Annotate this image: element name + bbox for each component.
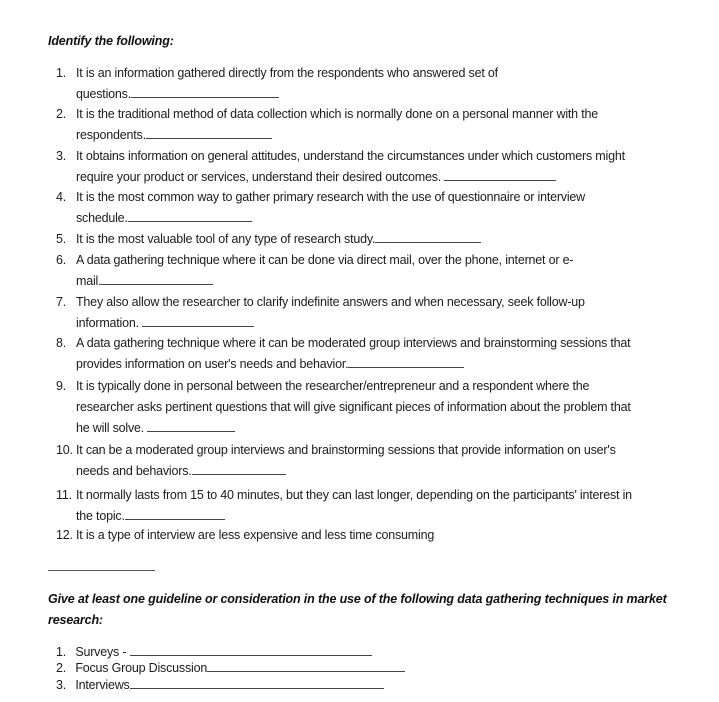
question-5 <box>56 229 686 250</box>
question-number: 6. <box>56 253 67 267</box>
question-9 <box>56 376 686 439</box>
section-2-heading-line-2: research: <box>48 613 103 627</box>
question-number: 8. <box>56 336 67 350</box>
question-text-line: needs and behaviors. <box>76 464 192 478</box>
question-text-line: the topic. <box>76 509 125 523</box>
answer-blank[interactable] <box>444 179 556 181</box>
question-text-line: It can be a moderated group interviews and brainstorming sessions that provide information on user's <box>76 443 616 457</box>
guideline-number: 1. <box>56 645 67 659</box>
answer-blank[interactable] <box>142 325 254 327</box>
answer-blank[interactable] <box>131 96 279 98</box>
question-11 <box>56 485 686 527</box>
question-text-line: he will solve. <box>76 421 145 435</box>
question-4 <box>56 187 686 229</box>
question-text-line: schedule. <box>76 211 128 225</box>
question-number: 12. <box>56 528 73 542</box>
guideline-label: Interviews <box>75 678 130 692</box>
question-2 <box>56 104 686 146</box>
answer-blank[interactable] <box>375 241 481 243</box>
question-number: 10. <box>56 443 73 457</box>
question-number: 3. <box>56 149 67 163</box>
question-8 <box>56 333 686 375</box>
answer-blank[interactable] <box>146 137 272 139</box>
question-text-line: It obtains information on general attitudes, understand the circumstances under which customers might <box>76 149 625 163</box>
answer-blank[interactable] <box>147 430 235 432</box>
question-text-line: It normally lasts from 15 to 40 minutes, but they can last longer, depending on the participants' interest in <box>76 488 632 502</box>
question-3 <box>56 146 686 188</box>
question-10 <box>56 440 686 482</box>
answer-blank[interactable] <box>128 220 252 222</box>
answer-blank[interactable] <box>348 366 464 368</box>
question-number: 9. <box>56 379 67 393</box>
answer-blank[interactable] <box>101 283 213 285</box>
section-1-heading: Identify the following: <box>48 34 174 48</box>
question-number: 5. <box>56 232 67 246</box>
question-text-line: mail. <box>76 274 102 288</box>
answer-blank[interactable] <box>192 473 286 475</box>
question-text-line: provides information on user's needs and behavior. <box>76 357 349 371</box>
answer-blank[interactable] <box>48 570 155 571</box>
question-text-line: A data gathering technique where it can be moderated group interviews and brainstorming sessions that <box>76 336 631 350</box>
question-text-line: It is the most common way to gather primary research with the use of questionnaire or interview <box>76 190 586 204</box>
question-number: 11. <box>56 488 72 502</box>
question-12 <box>56 525 686 546</box>
question-number: 2. <box>56 107 67 121</box>
question-text-line: respondents. <box>76 128 146 142</box>
question-text-line: require your product or services, understand their desired outcomes. <box>76 170 442 184</box>
question-7 <box>56 292 686 334</box>
question-text-line: It is a type of interview are less expensive and less time consuming <box>76 528 435 542</box>
question-text-line: It is the traditional method of data collection which is normally done on a personal manner with the <box>76 107 598 121</box>
question-text-line: researcher asks pertinent questions that will give significant pieces of information about the problem that <box>76 400 631 414</box>
question-text-line: It is an information gathered directly from the respondents who answered set of <box>76 66 498 80</box>
answer-blank[interactable] <box>207 670 405 672</box>
question-6 <box>56 250 686 292</box>
answer-blank[interactable] <box>125 518 225 520</box>
question-text-line: It is the most valuable tool of any type of research study. <box>76 232 376 246</box>
question-number: 7. <box>56 295 67 309</box>
question-text-line: information. <box>76 316 139 330</box>
question-text-line: A data gathering technique where it can be done via direct mail, over the phone, internet or e- <box>76 253 574 267</box>
question-number: 4. <box>56 190 67 204</box>
question-text-line: questions. <box>76 87 131 101</box>
answer-blank[interactable] <box>130 654 372 656</box>
guideline-label: Focus Group Discussion <box>75 661 208 675</box>
question-number: 1. <box>56 66 67 80</box>
answer-blank[interactable] <box>130 687 384 689</box>
guideline-label: Surveys - <box>75 645 127 659</box>
question-1 <box>56 63 686 105</box>
question-text-line: It is typically done in personal between the researcher/entrepreneur and a respondent where the <box>76 379 590 393</box>
guideline-item-focus-group <box>56 660 405 676</box>
guideline-item-surveys <box>56 644 372 660</box>
guideline-item-interviews <box>56 677 384 693</box>
guideline-number: 3. <box>56 678 67 692</box>
section-2-heading-line-1: Give at least one guideline or consideration in the use of the following data gathering techniques in market <box>48 592 667 606</box>
question-text-line: They also allow the researcher to clarify indefinite answers and when necessary, seek follow-up <box>76 295 585 309</box>
guideline-number: 2. <box>56 661 67 675</box>
